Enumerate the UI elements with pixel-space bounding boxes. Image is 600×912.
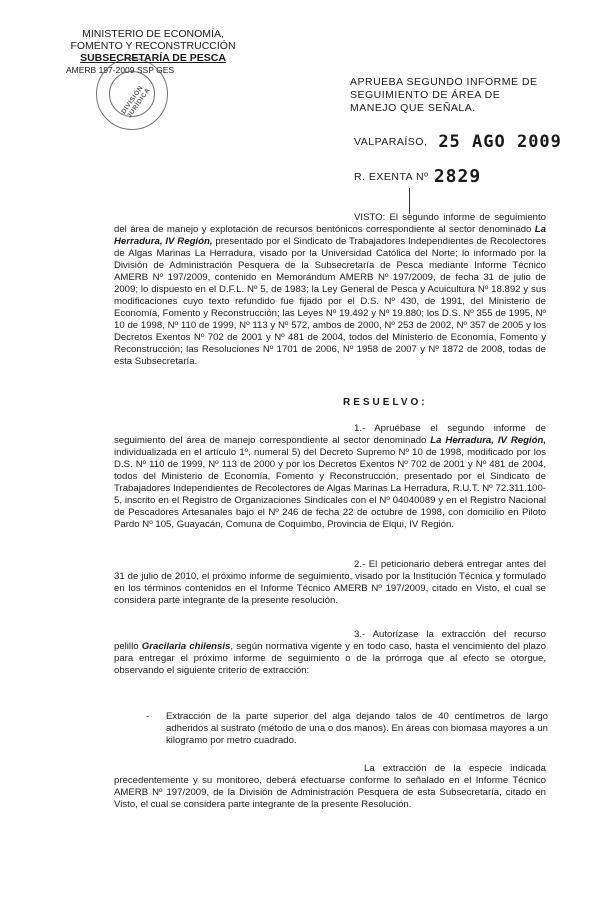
- visto-paragraph: [114, 212, 546, 368]
- resuelvo-heading: RESUELVO:: [343, 397, 428, 408]
- document-summary: APRUEBA SEGUNDO INFORME DE SEGUIMIENTO DE ÁREA DE MANEJO QUE SEÑALA.: [350, 76, 538, 114]
- visto-text-2: presentado por el Sindicato de Trabajadores Independientes de Recolectores de Algas Marinas La Herradura, visado por la Universidad Católica del Norte; lo informado por la División de Administración Pesquera de la Subsecretaría de Pesca mediante Informe Técnico AMERB Nº 197/2009, contenido en Memorándum AMERB Nº 197/2009, de fecha 31 de julio de 2009; lo dispuesto en el D.F.L. Nº 5, de 1983; la Ley General de Pesca y Acuicultura Nº 18.892 y sus modificaciones cuyo texto refundido fue fijado por el D.S. Nº 430, de 1991, del Ministerio de Economía, Fomento y Reconstrucción; las Leyes Nº 19.492 y Nº 19.880; los D.S. Nº 355 de 1995, Nº 10 de 1998, Nº 110 de 1999, Nº 113 y Nº 572, ambos de 2000, Nº 253 de 2002, Nº 357 de 2005 y los Decretos Exentos Nº 702 de 2001 y Nº 481 de 2004, todos del Ministerio de Economía, Fomento y Reconstrucción; las Resoluciones Nº 1701 de 2006, Nº 1958 de 2007 y Nº 1872 de 2008, todas de esta Subsecretaría.: [114, 236, 547, 367]
- ministry-line: MINISTERIO DE ECONOMÍA,: [82, 28, 224, 40]
- seal-text: DIVISIÓN JURÍDICA: [120, 84, 152, 120]
- articulo-3-text-3: La extracción de la especie indicada precedentemente y su monitoreo, deberá efectuarse conforme lo señalado en el Informe Técnico AMERB Nº 197/2009, de la División de Administración Pesquera de esta Subsecretaría, citado en Visto, el cual se considera parte integrante de la presente Resolución.: [114, 763, 546, 810]
- articulo-3-text-2: , según normativa vigente y en todo caso, hasta el vencimiento del plazo para entregar el próximo informe de seguimiento o de la prórroga que al efecto se otorgue, observando el siguiente criterio de extracción:: [114, 641, 547, 676]
- species-name: Gracilaria chilensis: [141, 641, 231, 652]
- place-label: VALPARAÍSO,: [354, 136, 428, 148]
- extraction-criterion-text: Extracción de la parte superior del alga dejando talos de 40 centímetros de largo adheridos al sustrato (método de una o dos manos). En áreas con biomasa mayores a un kilogramo por metro cuadrado.: [166, 711, 548, 746]
- resolution-label: R. EXENTA Nº: [354, 171, 429, 183]
- resolution-number: 2829: [433, 166, 482, 187]
- articulo-3-text-1: Autorízase la extracción del recurso pelillo: [114, 629, 546, 652]
- articulo-2-text: El peticionario deberá entregar antes del 31 de julio de 2010, el próximo informe de seguimiento, visado por la Institución Técnica y formulado en los términos contenidos en el Informe Técnico AMERB Nº 197/2009, citado en Visto, el cual se considera parte integrante de la presente resolución.: [114, 559, 546, 606]
- visto-text-1: El segundo informe de seguimiento del área de manejo y explotación de recursos bentónicos correspondiente al sector denominado: [114, 212, 546, 235]
- bullet-dash: -: [146, 711, 150, 722]
- articulo-1: [114, 423, 546, 531]
- articulo-1-text-2: individualizada en el artículo 1º, numeral 5) del Decreto Supremo Nº 10 de 1998, modificado por los D.S. Nº 110 de 1999, Nº 113 de 2000 y por los Decretos Exentos Nº 702 de 2001 y Nº 481 de 2004, todos del Ministerio de Economía, Fomento y Reconstrucción, presentado por el Sindicato de Trabajadores Independientes de Recolectores de Algas Marinas La Herradura, R.U.T. Nº 72.311.100-5, inscrito en el Registro de Organizaciones Sindicales con el Nº 04040089 y en el Registro Nacional de Pescadores Artesanales bajo el Nº 246 de fecha 22 de octubre de 1998, con domicilio en Piloto Pardo Nº 105, Guayacán, Comuna de Coquimbo, Provincia de Elqui, IV Región.: [114, 447, 546, 530]
- articulo-3-closing: [114, 763, 546, 811]
- visto-label: VISTO:: [354, 212, 386, 223]
- articulo-2: [114, 559, 546, 607]
- articulo-2-number: 2.-: [354, 559, 366, 570]
- articulo-3-number: 3.-: [354, 629, 366, 640]
- margin-mark: [409, 188, 410, 214]
- division-seal: [96, 58, 168, 130]
- articulo-1-number: 1.-: [354, 423, 366, 434]
- date-line: [354, 132, 562, 152]
- articulo-1-sector: La Herradura, IV Región,: [430, 435, 546, 446]
- ministry-line-2: FOMENTO Y RECONSTRUCCIÓN: [70, 40, 236, 52]
- articulo-3: [114, 629, 546, 677]
- articulo-1-text-1: Apruébase el segundo informe de seguimiento del área de manejo correspondiente al sector denominado: [114, 423, 546, 446]
- resolution-number-line: [354, 166, 481, 187]
- visto-sector: La Herradura, IV Región,: [114, 224, 546, 247]
- subsecretaria-line: SUBSECRETARÍA DE PESCA: [80, 52, 226, 64]
- date-stamp: 25 AGO 2009: [438, 132, 562, 152]
- reference-code: AMERB 197-2009 SSP GES: [66, 65, 175, 75]
